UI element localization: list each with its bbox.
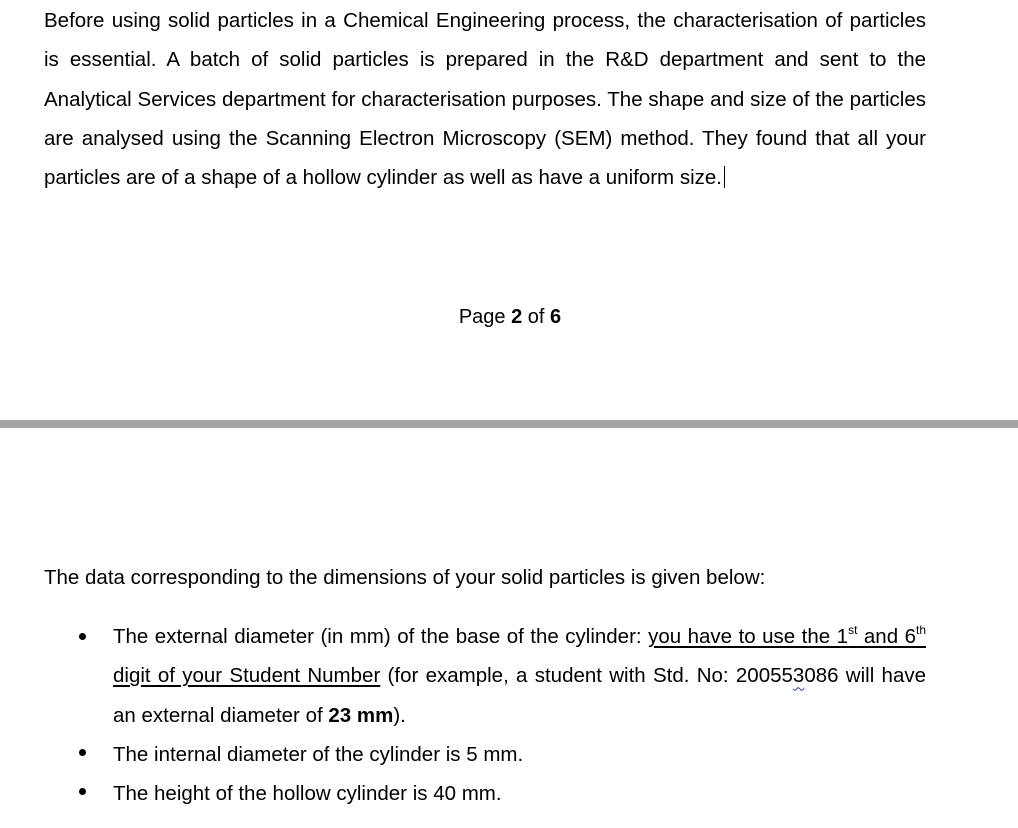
external-diameter-text — [113, 617, 926, 735]
footer-prefix: Page — [458, 306, 512, 328]
instruction-part-a: you have to use the 1 — [648, 625, 849, 648]
list-item-internal-diameter — [0, 735, 1018, 774]
page-break-divider — [0, 420, 1018, 428]
text-cursor — [724, 166, 725, 188]
list-item-external-diameter — [0, 617, 1018, 735]
external-diameter-lead: The external diameter (in mm) of the base of the cylinder: — [113, 625, 649, 648]
intro-paragraph — [44, 1, 926, 197]
intro-paragraph-text: Before using solid particles in a Chemical Engineering process, the characterisation of particles is essential. A batch of solid particles is prepared in the R&D department and sent to the Analytical Services department for characterisation purposes. The shape and size of the particles are analysed using the Scanning Electron Microscopy (SEM) method. They found that all your particles are of a shape of a hollow cylinder as well as have a uniform size. — [44, 9, 926, 190]
student-number-part-c: 086 — [804, 664, 839, 688]
bullet-icon — [79, 788, 86, 795]
example-diameter-value: 23 mm — [328, 703, 394, 727]
example-student-number — [736, 664, 839, 687]
footer-separator: of — [522, 306, 551, 328]
page-footer — [0, 304, 1018, 330]
bullet-icon — [79, 749, 86, 756]
list-item-height — [0, 774, 1018, 813]
bullet-icon — [79, 633, 86, 640]
superscript-th: th — [916, 623, 927, 637]
instruction-part-c: digit of your Student Number — [113, 664, 381, 688]
internal-diameter-text: The internal diameter of the cylinder is 5 mm. — [113, 742, 524, 766]
student-number-spellcheck-part: 3 — [792, 664, 805, 688]
example-close: ). — [393, 703, 406, 727]
footer-current-page: 2 — [511, 306, 523, 328]
example-lead: (for example, a student with Std. No: — [380, 664, 736, 688]
dimensions-intro: The data corresponding to the dimensions of your solid particles is given below: — [44, 566, 766, 589]
example-will-have: will have an external diameter of — [113, 664, 927, 727]
instruction-part-b: and 6 — [857, 625, 916, 648]
height-text: The height of the hollow cylinder is 40 mm. — [113, 782, 502, 806]
superscript-st: st — [848, 623, 858, 637]
student-number-part-a: 20055 — [735, 664, 793, 688]
footer-total-pages: 6 — [550, 306, 562, 328]
dimensions-list — [0, 617, 1018, 813]
